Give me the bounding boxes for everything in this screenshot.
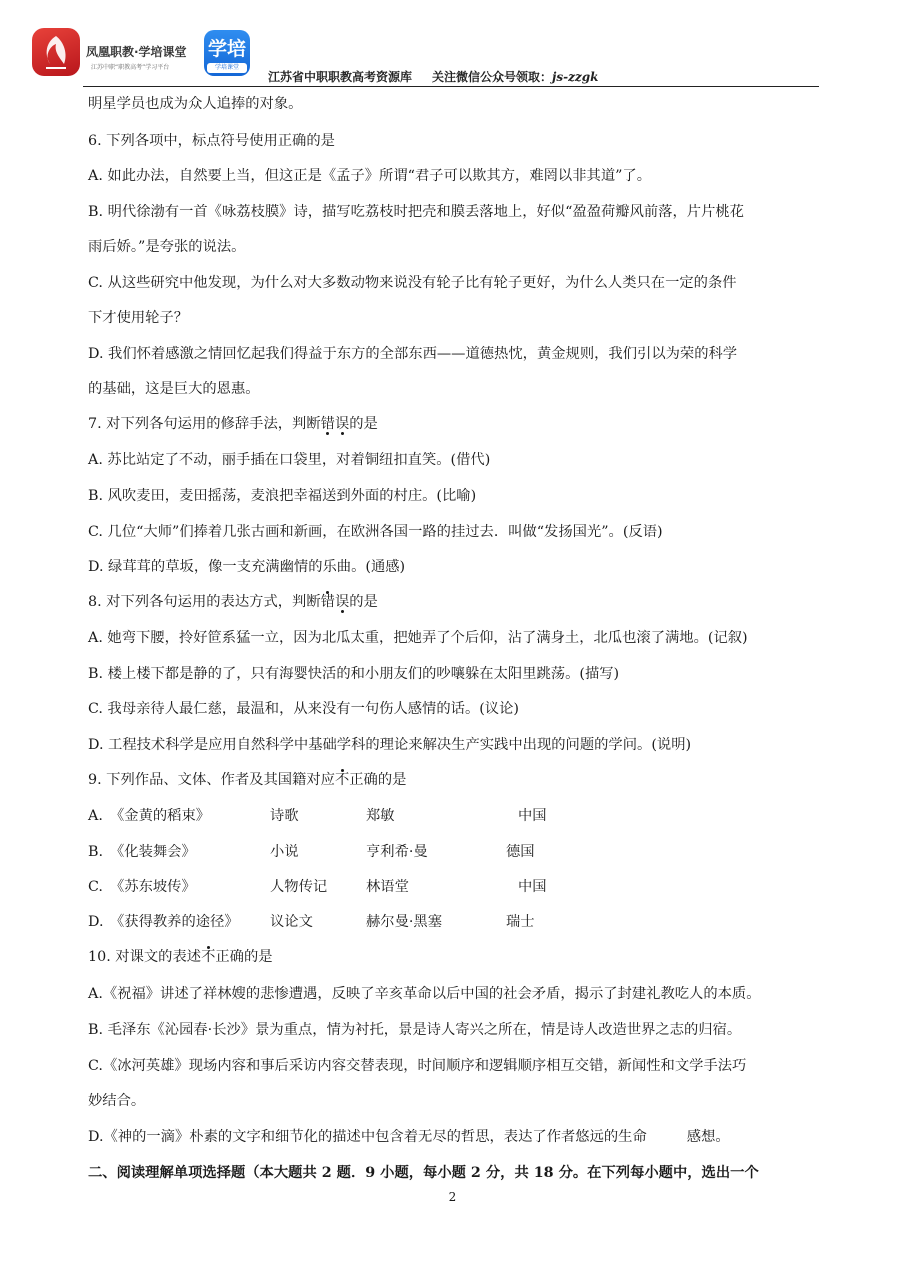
question-10: 10. 对课文的表述不正确的是: [88, 949, 273, 965]
q8-option-c: C. 我母亲待人最仁慈，最温和，从来没有一句伤人感情的话。(议论): [88, 701, 519, 717]
country: 中国: [518, 879, 547, 895]
author: 亨利希·曼: [366, 844, 428, 860]
emphasis-char: 误: [334, 416, 350, 432]
xuepei-logo-icon: [204, 30, 250, 76]
header-info: [268, 68, 598, 85]
app-badge-text: 学培: [207, 38, 246, 60]
q10-option-c: C.《冰河英雄》现场内容和事后采访内容交替表现，时间顺序和逻辑顺序相互交错，新闻性和文学手法巧: [88, 1058, 747, 1074]
country: 瑞士: [506, 914, 535, 930]
q6-option-b-cont: 雨后娇。”是夸张的说法。: [88, 239, 246, 255]
q6-option-c: C. 从这些研究中他发现，为什么对大多数动物来说没有轮子比有轮子更好，为什么人类只在一定的条件: [88, 275, 737, 291]
header-divider: [83, 86, 819, 87]
country: 中国: [518, 808, 547, 824]
q6-option-d-cont: 的基础，这是巨大的恩惠。: [88, 381, 260, 397]
author: 郑敏: [366, 808, 395, 824]
genre: 议论文: [270, 914, 313, 930]
q10-option-d: D.《神的一滴》朴素的文字和细节化的描述中包含着无尽的哲思，表达了作者悠远的生命 感想。: [88, 1129, 730, 1145]
author: 赫尔曼·黑塞: [366, 914, 443, 930]
q8-option-a: A. 她弯下腰，拎好笸系猛一立，因为北瓜太重，把她弄了个后仰，沾了满身土，北瓜也滚了满地。(记叙): [88, 630, 748, 646]
brand-name: 凤凰职教·学培课堂: [86, 45, 187, 59]
emphasis-char: 错: [320, 594, 335, 610]
q10-option-b: B. 毛泽东《沁园春·长沙》景为重点，情为衬托，景是诗人寄兴之所在，情是诗人改造世界之志的归宿。: [88, 1022, 742, 1038]
follow-text: 关注微信公众号领取：: [432, 70, 553, 84]
q6-option-b: B. 明代徐渤有一首《咏荔枝膜》诗，描写吃荔枝时把壳和膜丢落地上，好似“盈盈荷瓣风前落，片片桃花: [88, 204, 744, 220]
page-number: 2: [448, 1190, 457, 1204]
option-label: C.: [88, 879, 103, 895]
option-label: D.: [88, 914, 104, 930]
author: 林语堂: [366, 879, 409, 895]
q8-option-b: B. 楼上楼下都是静的了，只有海婴快活的和小朋友们的吵嚷躲在太阳里跳荡。(描写): [88, 666, 620, 682]
work-title: 《金黄的稻束》: [110, 808, 211, 824]
q10-option-a: A.《祝福》讲述了祥林嫂的悲惨遭遇，反映了辛亥革命以后中国的社会矛盾，揭示了封建礼教吃人的本质。: [88, 986, 761, 1002]
q7-option-d: D. 绿茸茸的草坂，像一支充满幽情的乐曲。(通感): [88, 559, 406, 575]
library-title: 江苏省中职职教高考资源库: [268, 70, 413, 84]
question-8: 8. 对下列各句运用的表达方式，判断错误的是: [88, 594, 378, 610]
genre: 小说: [270, 844, 299, 860]
app-badge-sub: 学培课堂: [207, 63, 247, 73]
genre: 诗歌: [270, 808, 299, 824]
work-title: 《苏东坡传》: [110, 879, 196, 895]
brand-tagline: 江苏中职“职教高考”学习平台: [91, 64, 170, 71]
q7-option-b: B. 风吹麦田，麦田摇荡，麦浪把幸福送到外面的村庄。(比喻): [88, 488, 477, 504]
emphasis-char: 误: [334, 594, 350, 610]
emphasis-char: 不: [334, 772, 350, 788]
option-label: B.: [88, 844, 104, 860]
emphasis-char: 错: [320, 416, 335, 432]
account-code: js-zzgk: [552, 70, 599, 84]
q10-option-c-cont: 妙结合。: [88, 1093, 146, 1109]
text-line: 明星学员也成为众人追捧的对象。: [88, 96, 303, 112]
q7-option-c: C. 几位“大师”们捧着几张古画和新画，在欧洲各国一路的挂过去．叫做“发扬国光”。(反语): [88, 524, 663, 540]
q7-option-a: A. 苏比站定了不动，丽手插在口袋里，对着铜纽扣直笑。(借代): [88, 452, 491, 468]
phoenix-logo-icon: [32, 28, 80, 76]
genre: 人物传记: [270, 879, 328, 895]
work-title: 《化装舞会》: [110, 844, 196, 860]
work-title: 《获得教养的途径》: [110, 914, 239, 930]
q6-option-d: D. 我们怀着感激之情回忆起我们得益于东方的全部东西——道德热忱，黄金规则，我们引以为荣的科学: [88, 346, 738, 362]
q8-option-d: D. 工程技术科学是应用自然科学中基础学科的理论来解决生产实践中出现的问题的学问。(说明): [88, 737, 692, 753]
question-6: 6. 下列各项中，标点符号使用正确的是: [88, 133, 335, 149]
q6-option-a: A. 如此办法，自然要上当，但这正是《孟子》所谓“君子可以欺其方，难罔以非其道”了。: [88, 168, 652, 184]
country: 德国: [506, 844, 535, 860]
emphasis-char: 不: [201, 949, 216, 965]
option-label: A.: [88, 808, 103, 824]
q6-option-c-cont: 下才使用轮子？: [88, 310, 189, 326]
question-7: 7. 对下列各句运用的修辞手法，判断错误的是: [88, 416, 378, 432]
question-9: 9. 下列作品、文体、作者及其国籍对应不正确的是: [88, 772, 407, 788]
section-2-heading: 二、阅读理解单项选择题（本大题共 2 题．9 小题，每小题 2 分，共 18 分。在下列每小题中，选出一个: [88, 1165, 759, 1181]
